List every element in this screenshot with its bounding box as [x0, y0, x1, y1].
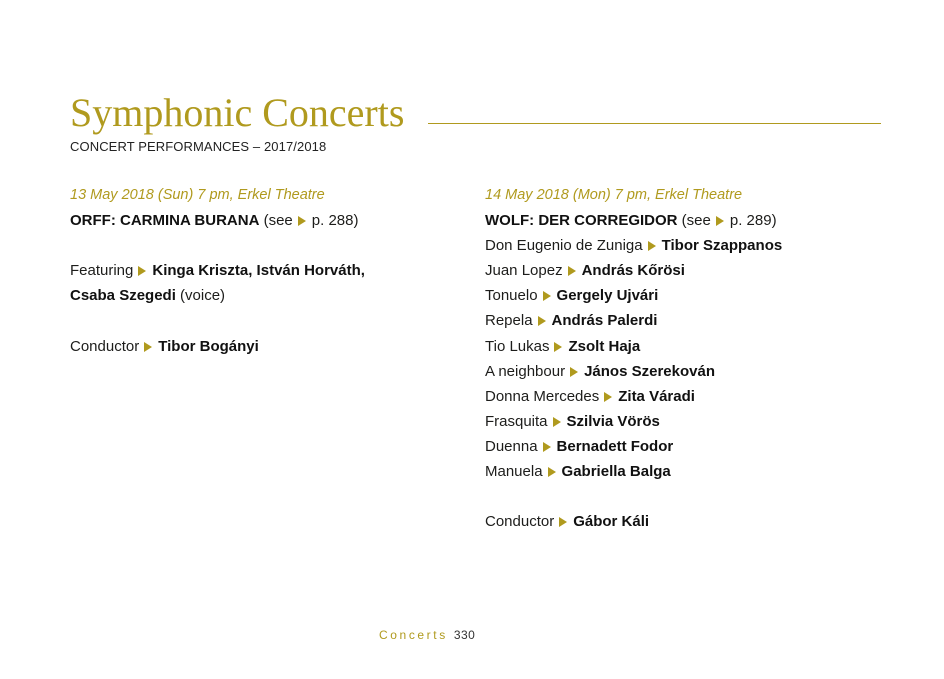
concert-date: 14 May 2018 (Mon) 7 pm, Erkel Theatre: [485, 187, 743, 203]
cast-role: A neighbour: [485, 362, 566, 380]
play-triangle-icon: [543, 442, 551, 452]
cast-singer: Zita Váradi: [618, 387, 695, 405]
cast-role: Donna Mercedes: [485, 387, 600, 405]
play-triangle-icon: [538, 316, 546, 326]
cast-row: [485, 434, 782, 459]
concert-work: [70, 208, 365, 233]
work-title: WOLF: DER CORREGIDOR: [485, 212, 678, 230]
page-footer: [379, 627, 475, 643]
play-triangle-icon: [604, 392, 612, 402]
conductor-name: Gábor Káli: [573, 513, 650, 531]
cast-role: Tonuelo: [485, 287, 538, 305]
concert-carmina-burana: [70, 183, 365, 359]
featuring-names: Kinga Kriszta, István Horváth,: [152, 262, 365, 280]
cast-row: [485, 359, 782, 384]
featuring-line-continued: [70, 283, 365, 308]
cast-singer: Zsolt Haja: [568, 337, 641, 355]
play-triangle-icon: [570, 367, 578, 377]
conductor-label: Conductor: [485, 513, 555, 531]
conductor-label: Conductor: [70, 337, 140, 355]
play-triangle-icon: [553, 417, 561, 427]
cast-role: Duenna: [485, 437, 538, 455]
concert-date: 13 May 2018 (Sun) 7 pm, Erkel Theatre: [70, 187, 325, 203]
featuring-names-continued: Csaba Szegedi: [70, 287, 176, 305]
play-triangle-icon: [568, 266, 576, 276]
work-title: ORFF: CARMINA BURANA: [70, 212, 260, 230]
see-prefix: (see: [263, 212, 293, 230]
play-triangle-icon: [554, 342, 562, 352]
cast-row: [485, 459, 782, 484]
concert-der-corregidor: [485, 183, 782, 534]
cast-singer: Gabriella Balga: [561, 463, 671, 481]
cast-row: [485, 334, 782, 359]
footer-section-label: Concerts: [379, 628, 448, 642]
cast-singer: Gergely Ujvári: [556, 287, 659, 305]
cast-role: Manuela: [485, 463, 543, 481]
play-triangle-icon: [138, 266, 146, 276]
page-reference: p. 288): [311, 212, 359, 230]
play-triangle-icon: [543, 291, 551, 301]
cast-role: Don Eugenio de Zuniga: [485, 237, 643, 255]
cast-singer: Bernadett Fodor: [556, 437, 674, 455]
cast-row: [485, 258, 782, 283]
play-triangle-icon: [648, 241, 656, 251]
page-number: 330: [453, 628, 476, 642]
page-reference: p. 289): [729, 212, 777, 230]
featuring-label: Featuring: [70, 262, 134, 280]
cast-singer: Tibor Szappanos: [661, 237, 783, 255]
featuring-voice-note: (voice): [180, 287, 226, 305]
cast-singer: András Palerdi: [551, 312, 658, 330]
page-subtitle: CONCERT PERFORMANCES – 2017/2018: [70, 139, 327, 154]
cast-row: [485, 409, 782, 434]
cast-role: Tio Lukas: [485, 337, 550, 355]
cast-row: [485, 384, 782, 409]
play-triangle-icon: [548, 467, 556, 477]
title-rule: [428, 123, 881, 124]
page-title: Symphonic Concerts: [70, 90, 405, 135]
cast-role: Juan Lopez: [485, 262, 563, 280]
cast-row: [485, 283, 782, 308]
play-triangle-icon: [298, 216, 306, 226]
cast-singer: Szilvia Vörös: [566, 412, 660, 430]
see-prefix: (see: [681, 212, 711, 230]
play-triangle-icon: [144, 342, 152, 352]
cast-row: [485, 233, 782, 258]
cast-row: [485, 308, 782, 333]
play-triangle-icon: [716, 216, 724, 226]
cast-singer: János Szerekován: [584, 362, 715, 380]
featuring-line: [70, 258, 365, 283]
conductor-name: Tibor Bogányi: [158, 337, 259, 355]
cast-role: Frasquita: [485, 412, 548, 430]
conductor-line: [70, 334, 365, 359]
cast-role: Repela: [485, 312, 533, 330]
conductor-line: [485, 509, 782, 534]
play-triangle-icon: [559, 517, 567, 527]
cast-singer: András Kőrösi: [581, 262, 685, 280]
concert-work: [485, 208, 782, 233]
